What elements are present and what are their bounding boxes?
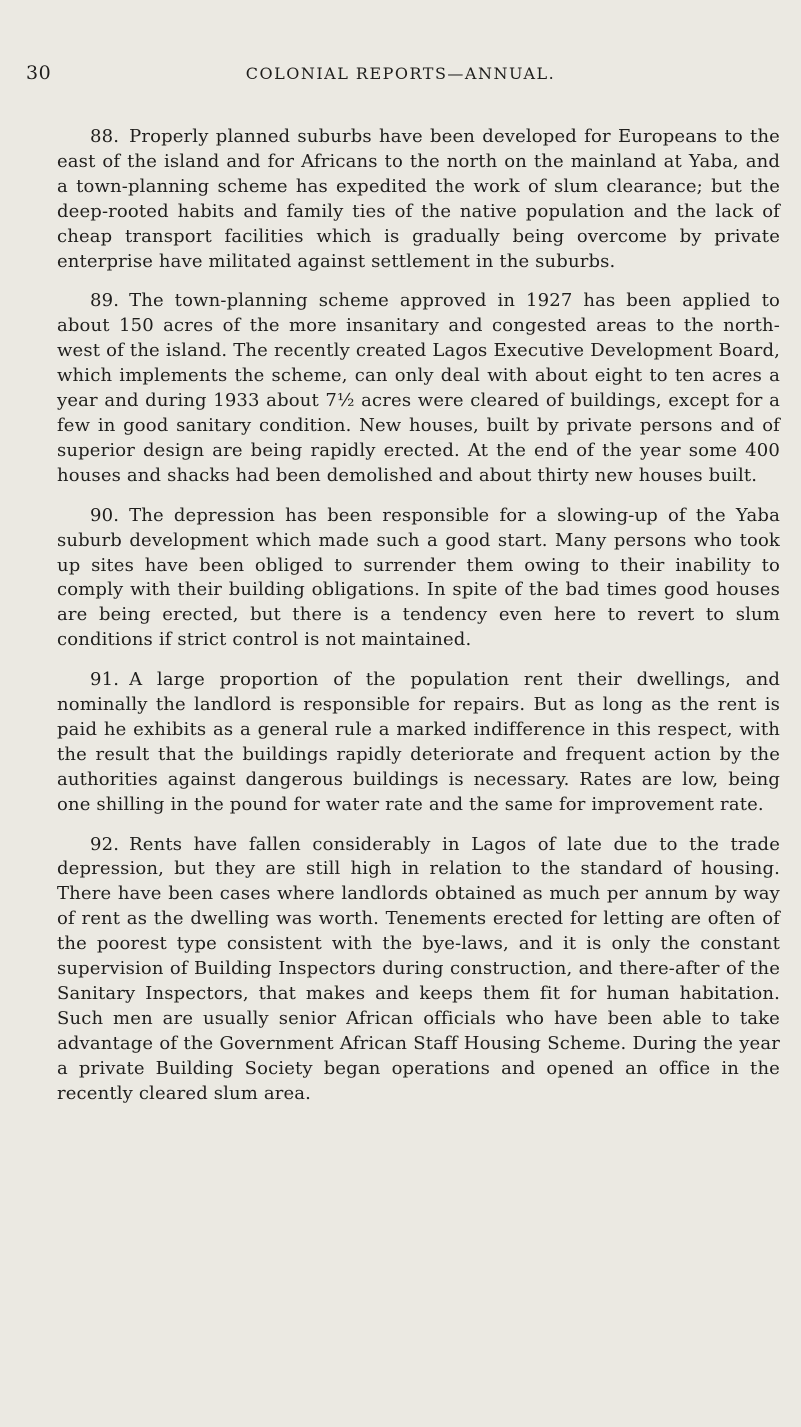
paragraph-text: Rents have fallen considerably in Lagos of late due to the trade depression, but they are still high in relation to the standard of housing. There have been cases where landlords obtained as much per annum by way of rent as the dwelling was worth. Tenements erected for letting are often of the poorest type consistent with the bye-laws, and it is only the constant supervision of Building Inspectors during construction, and there-after of the Sanitary Inspectors, that makes and keeps them fit for human habitation. Such men are usually senior African officials who have been able to take advantage of the Government African Staff Housing Scheme. During the year a private Building Society began operations and opened an office in the recently cleared slum area. (57, 833, 780, 1104)
paragraph-text: A large proportion of the population rent their dwellings, and nominally the landlord is responsible for repairs. But as long as the rent is paid he exhibits as a general rule a marked indifference in this respect, with the result that the buildings rapidly deteriorate and frequent action by the authorities against dangerous buildings is necessary. Rates are low, being one shilling in the pound for water rate and the same for improvement rate. (57, 669, 780, 815)
paragraph-92 (57, 833, 780, 1107)
paragraph-number: 88. (90, 126, 120, 147)
paragraph-88 (57, 125, 780, 274)
paragraph-text: The depression has been responsible for a slowing-up of the Yaba suburb development which made such a good start. Many persons who took up sites have been obliged to surrender them owing to their inability to comply with their building obligations. In spite of the bad times good houses are being erected, but there is a tendency even here to revert to slum conditions if strict control is not maintained. (57, 504, 780, 651)
paragraph-number: 91. (90, 669, 120, 691)
paragraph-text: The town-planning scheme approved in 1927 has been applied to about 150 acres of the more insanitary and congested areas to the north-west of the island. The recently created Lagos Executive Development Board, which implements the scheme, can only deal with about eight to ten acres a year and during 1933 about 7½ acres were cleared of buildings, except for a few in good sanitary condition. New houses, built by private persons and of superior design are being rapidly erected. At the end of the year some 400 houses and shacks had been demolished and about thirty new houses built. (57, 290, 780, 486)
paragraph-91 (57, 668, 780, 817)
paragraph-89 (57, 289, 780, 488)
body-text (57, 125, 780, 1122)
running-head: COLONIAL REPORTS—ANNUAL. (245, 64, 556, 83)
paragraph-text: Properly planned suburbs have been developed for Europeans to the east of the island and for Africans to the north on the mainland at Yaba, and a town-planning scheme has expedited the work of slum clearance; but the deep-rooted habits and family ties of the native population and the lack of cheap transport facilities which is gradually being overcome by private enterprise have militated against settlement in the suburbs. (57, 126, 780, 272)
paragraph-90 (57, 504, 780, 653)
page-number: 30 (26, 62, 52, 84)
paragraph-number: 92. (90, 833, 120, 855)
paragraph-number: 89. (90, 290, 120, 312)
paragraph-number: 90. (90, 504, 120, 526)
